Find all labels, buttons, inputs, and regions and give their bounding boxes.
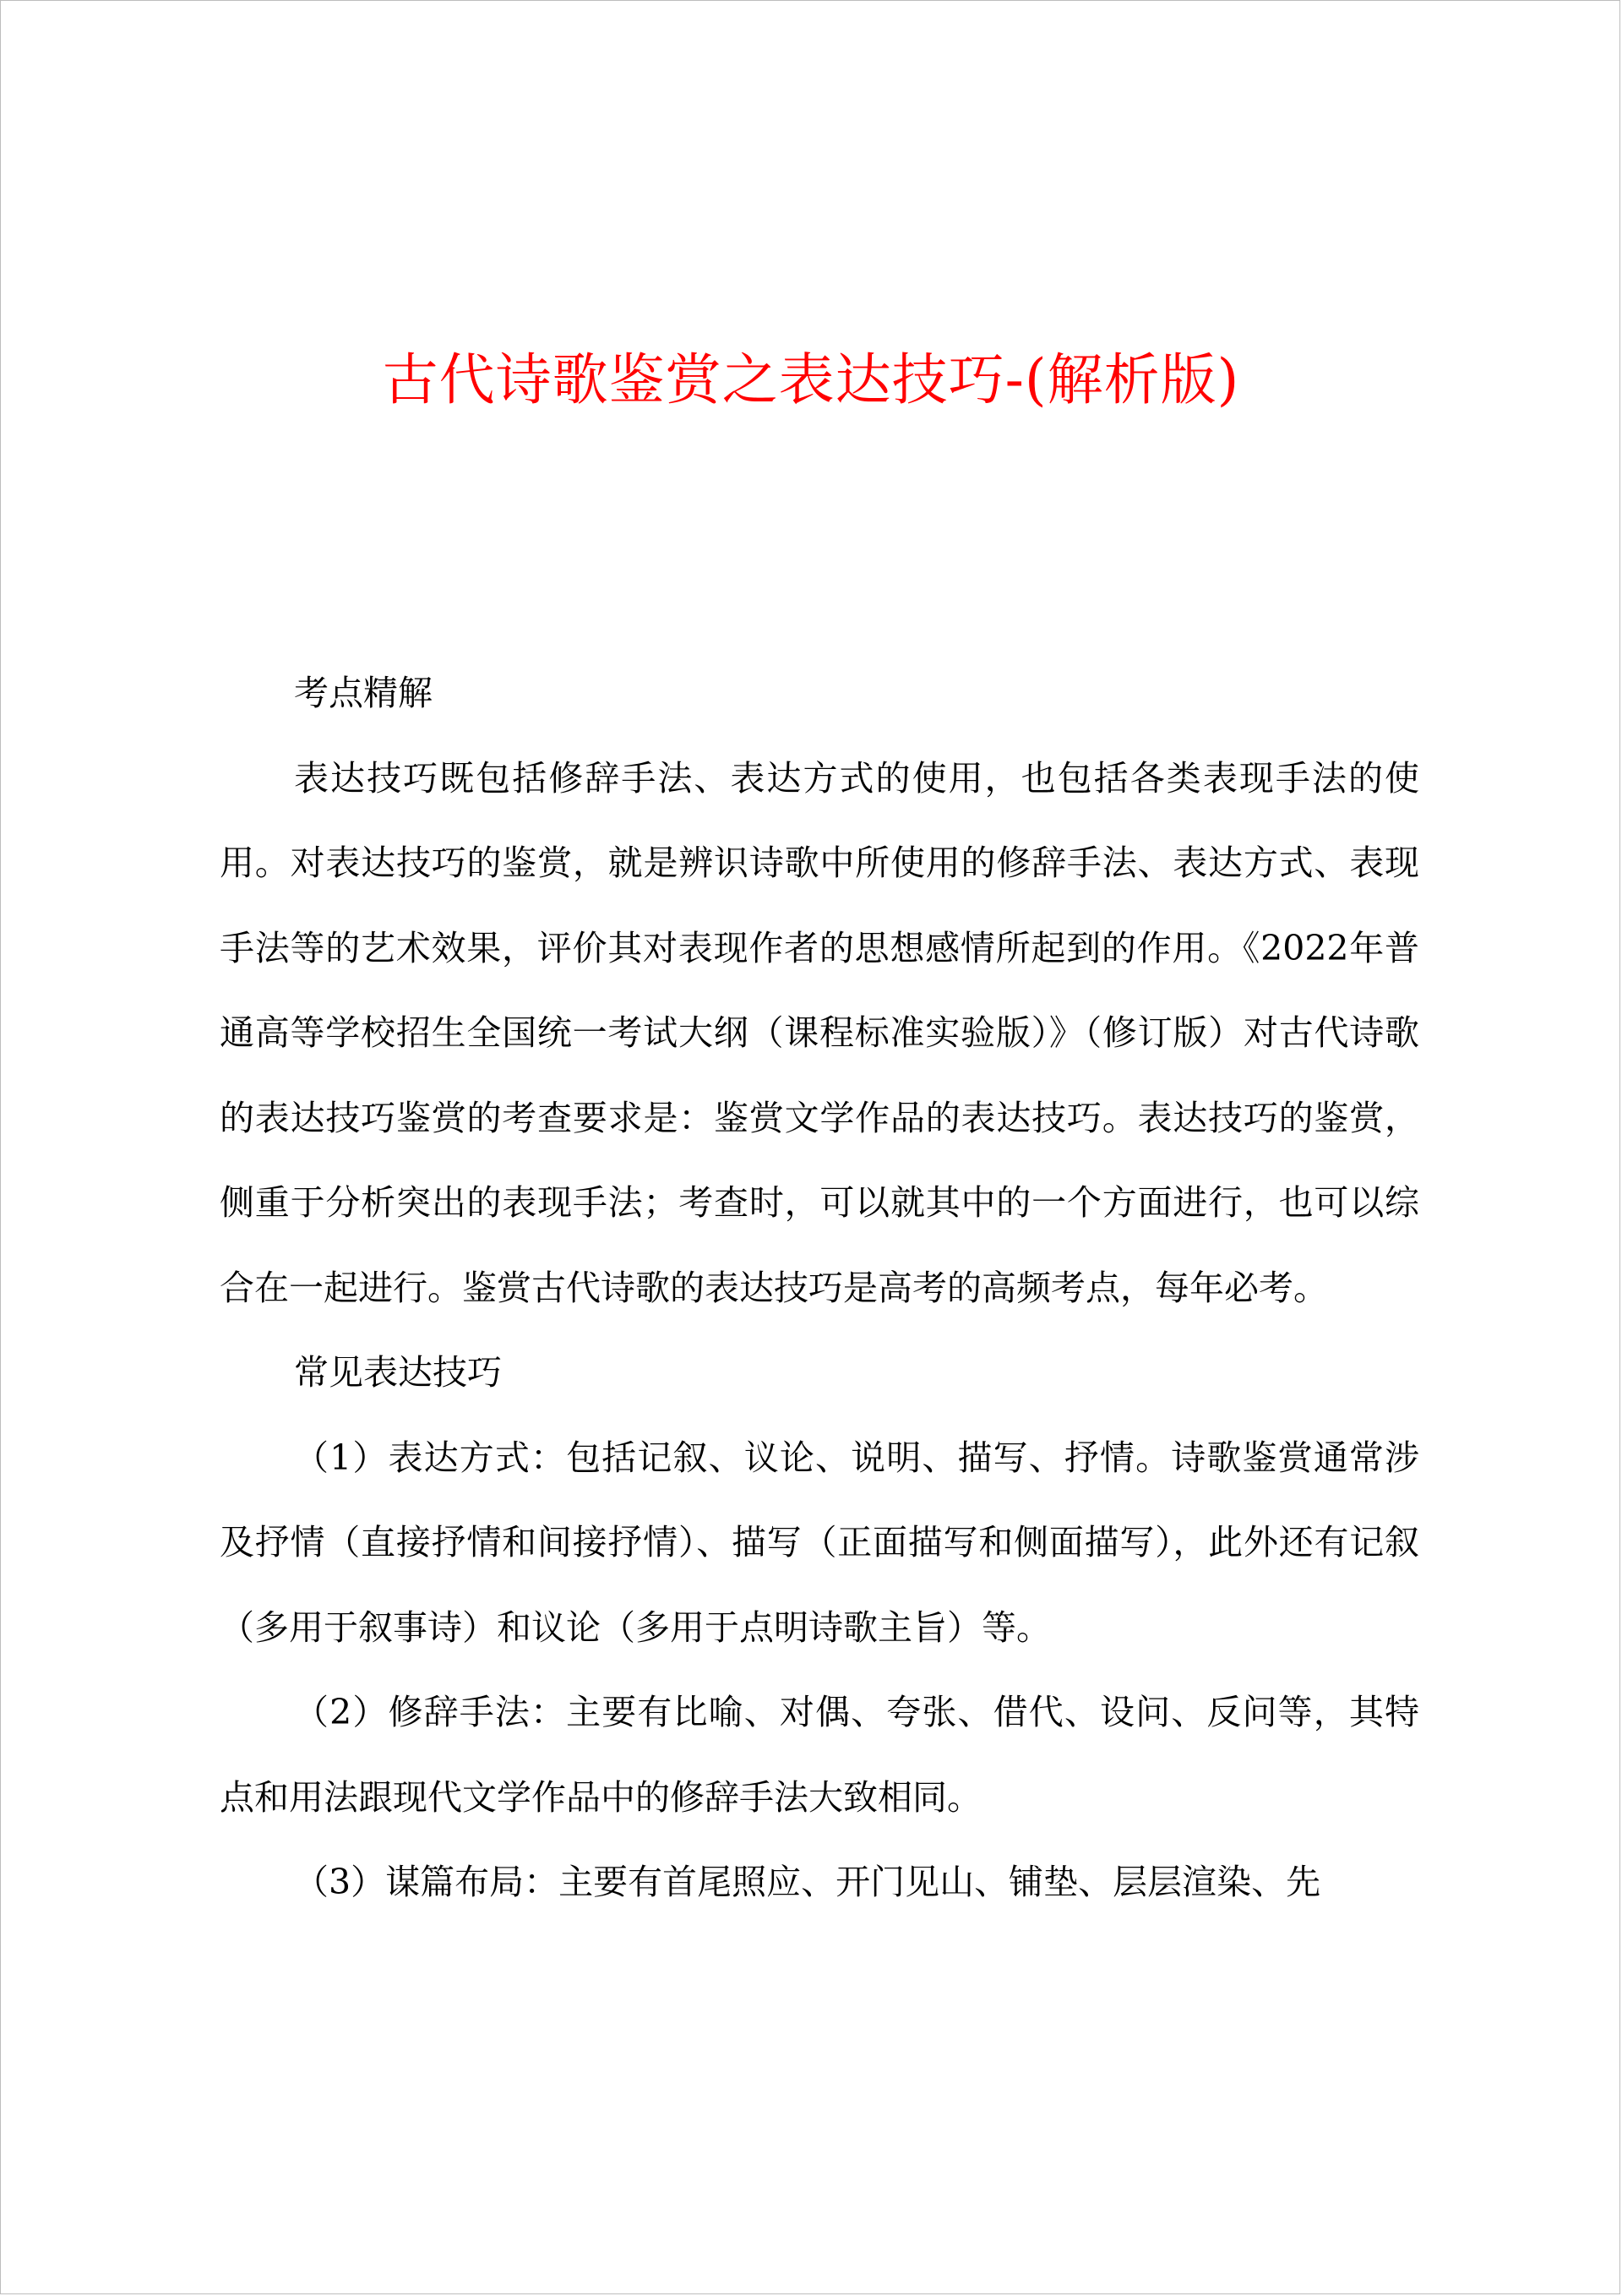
paragraph-definition: 表达技巧既包括修辞手法、表达方式的使用，也包括各类表现手法的使用。对表达技巧的鉴赏，就是辨识诗歌中所使用的修辞手法、表达方式、表现手法等的艺术效果，评价其对表现作者的思想感情所起到的作用。《2022年普通高等学校招生全国统一考试大纲（课程标准实验版）》（修订版）对古代诗歌的表达技巧鉴赏的考查要求是：鉴赏文学作品的表达技巧。表达技巧的鉴赏，侧重于分析突出的表现手法；考查时，可以就其中的一个方面进行，也可以综合在一起进行。鉴赏古代诗歌的表达技巧是高考的高频考点，每年必考。 [220,757,1419,1308]
paragraph-expression-modes: （1）表达方式：包括记叙、议论、说明、描写、抒情。诗歌鉴赏通常涉及抒情（直接抒情和间接抒情）、描写（正面描写和侧面描写），此外还有记叙（多用于叙事诗）和议论（多用于点明诗歌主旨）等。 [220,1437,1419,1648]
section-heading-common-techniques: 常见表达技巧 [294,1352,502,1393]
section-heading-exam-points: 考点精解 [294,673,433,713]
document-title: 古代诗歌鉴赏之表达技巧-(解析版) [382,347,1240,412]
paragraph-structure: （3）谋篇布局：主要有首尾照应、开门见山、铺垫、层层渲染、先 [294,1862,1321,1902]
document-body [220,651,1419,1925]
paragraph-rhetoric: （2）修辞手法：主要有比喻、对偶、夸张、借代、设问、反问等，其特点和用法跟现代文学作品中的修辞手法大致相同。 [220,1692,1419,1818]
